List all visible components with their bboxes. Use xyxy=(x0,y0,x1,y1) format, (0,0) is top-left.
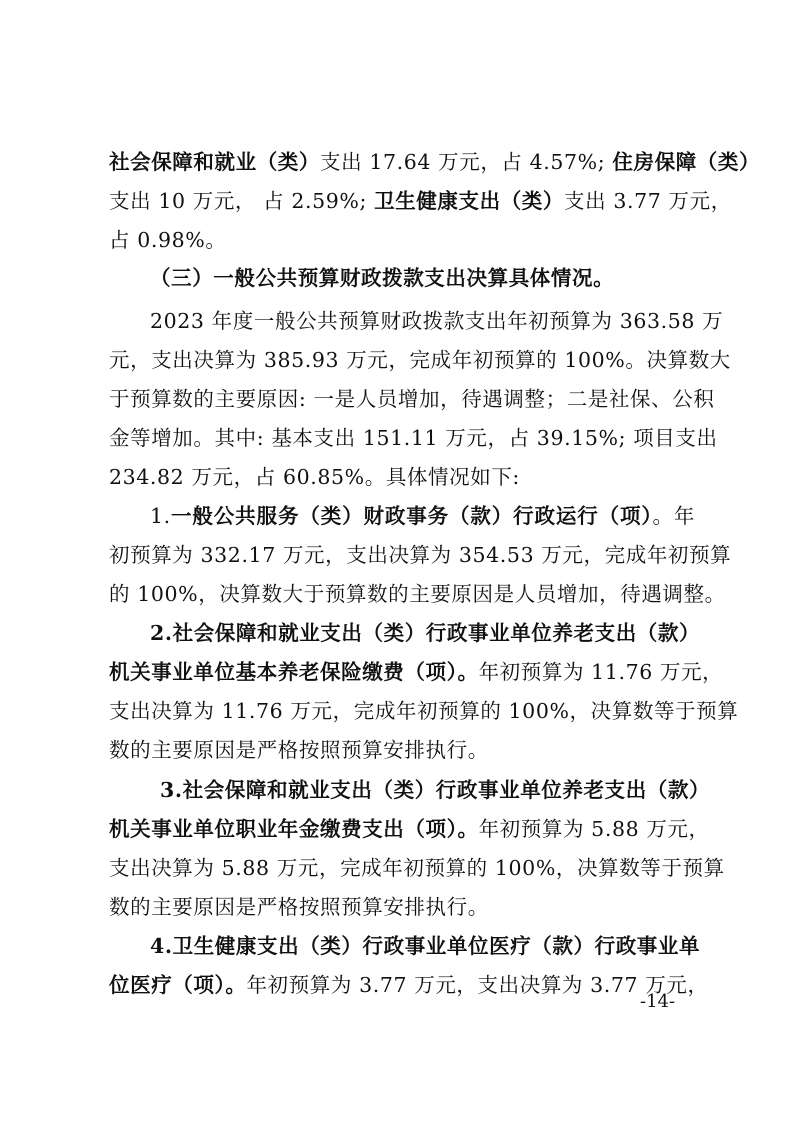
text-run: 支出决算为 11.76 万元，完成年初预算的 100%，决算数等于预算 xyxy=(109,699,739,723)
text-line xyxy=(109,541,732,569)
text-line xyxy=(160,776,711,804)
text-run: 支出 17.64 万元，占 4.57%; xyxy=(320,150,613,174)
text-line xyxy=(109,854,725,882)
text-line xyxy=(109,658,724,686)
text-line xyxy=(109,736,695,764)
text-run: 年初预算为 3.77 万元，支出决算为 3.77 万元， xyxy=(246,973,709,997)
text-run: 机关事业单位基本养老保险缴费（项）。 xyxy=(109,660,479,684)
text-run: 年初预算为 5.88 万元， xyxy=(478,817,710,841)
page-number: -14- xyxy=(640,991,676,1012)
text-run: 年初预算为 11.76 万元， xyxy=(478,660,724,684)
text-line xyxy=(109,971,709,999)
text-run: 位医疗（项）。 xyxy=(109,973,247,997)
text-run: 社会保障和就业（类） xyxy=(109,150,320,174)
text-run: 卫生健康支出（类） xyxy=(374,189,565,213)
text-line xyxy=(109,893,695,921)
text-run: （三）一般公共预算财政拨款支出决算具体情况。 xyxy=(150,266,615,290)
text-run: 金等增加。其中: 基本支出 151.11 万元，占 39.15%; 项目支出 xyxy=(109,426,718,450)
section-heading xyxy=(150,264,695,292)
text-run: 2.社会保障和就业支出（类）行政事业单位养老支出（款） xyxy=(150,621,701,645)
text-line xyxy=(109,187,732,215)
text-run: 支出 3.77 万元， xyxy=(564,189,732,213)
text-run: 元，支出决算为 385.93 万元，完成年初预算的 100%。决算数大 xyxy=(109,348,731,372)
text-line xyxy=(109,424,718,452)
text-line xyxy=(109,148,761,176)
text-run: 支出决算为 5.88 万元，完成年初预算的 100%，决算数等于预算 xyxy=(109,856,725,880)
text-run: 2023 年度一般公共预算财政拨款支出年初预算为 363.58 万 xyxy=(150,309,724,333)
text-line xyxy=(150,619,701,647)
text-run: 3.社会保障和就业支出（类）行政事业单位养老支出（款） xyxy=(160,778,711,802)
text-line xyxy=(109,697,739,725)
text-line xyxy=(150,932,701,960)
text-run: 1. xyxy=(150,504,171,528)
text-run: 于预算数的主要原因: 一是人员增加，待遇调整；二是社保、公积 xyxy=(109,387,715,411)
text-run: 机关事业单位职业年金缴费支出（项）。 xyxy=(109,817,479,841)
text-line xyxy=(109,385,715,413)
text-line xyxy=(150,307,724,335)
text-line xyxy=(109,346,731,374)
text-run: 占 0.98%。 xyxy=(109,228,227,252)
text-run: 4.卫生健康支出（类）行政事业单位医疗（款）行政事业单 xyxy=(150,934,701,958)
text-run: 数的主要原因是严格按照预算安排执行。 xyxy=(109,895,489,919)
text-line xyxy=(109,226,695,254)
text-run: 。年 xyxy=(652,504,695,528)
text-run: 的 100%，决算数大于预算数的主要原因是人员增加，待遇调整。 xyxy=(109,582,726,606)
text-run: 数的主要原因是严格按照预算安排执行。 xyxy=(109,738,489,762)
text-line xyxy=(109,463,695,491)
text-line xyxy=(109,580,726,608)
text-line xyxy=(109,815,710,843)
text-run: 初预算为 332.17 万元，支出决算为 354.53 万元，完成年初预算 xyxy=(109,543,732,567)
text-run: 一般公共服务（类）财政事务（款）行政运行（项） xyxy=(170,504,653,528)
text-run: 234.82 万元，占 60.85%。具体情况如下: xyxy=(109,465,520,489)
text-run: 支出 10 万元， 占 2.59%; xyxy=(109,189,375,213)
text-line xyxy=(150,502,695,530)
text-run: 住房保障（类） xyxy=(612,150,761,174)
